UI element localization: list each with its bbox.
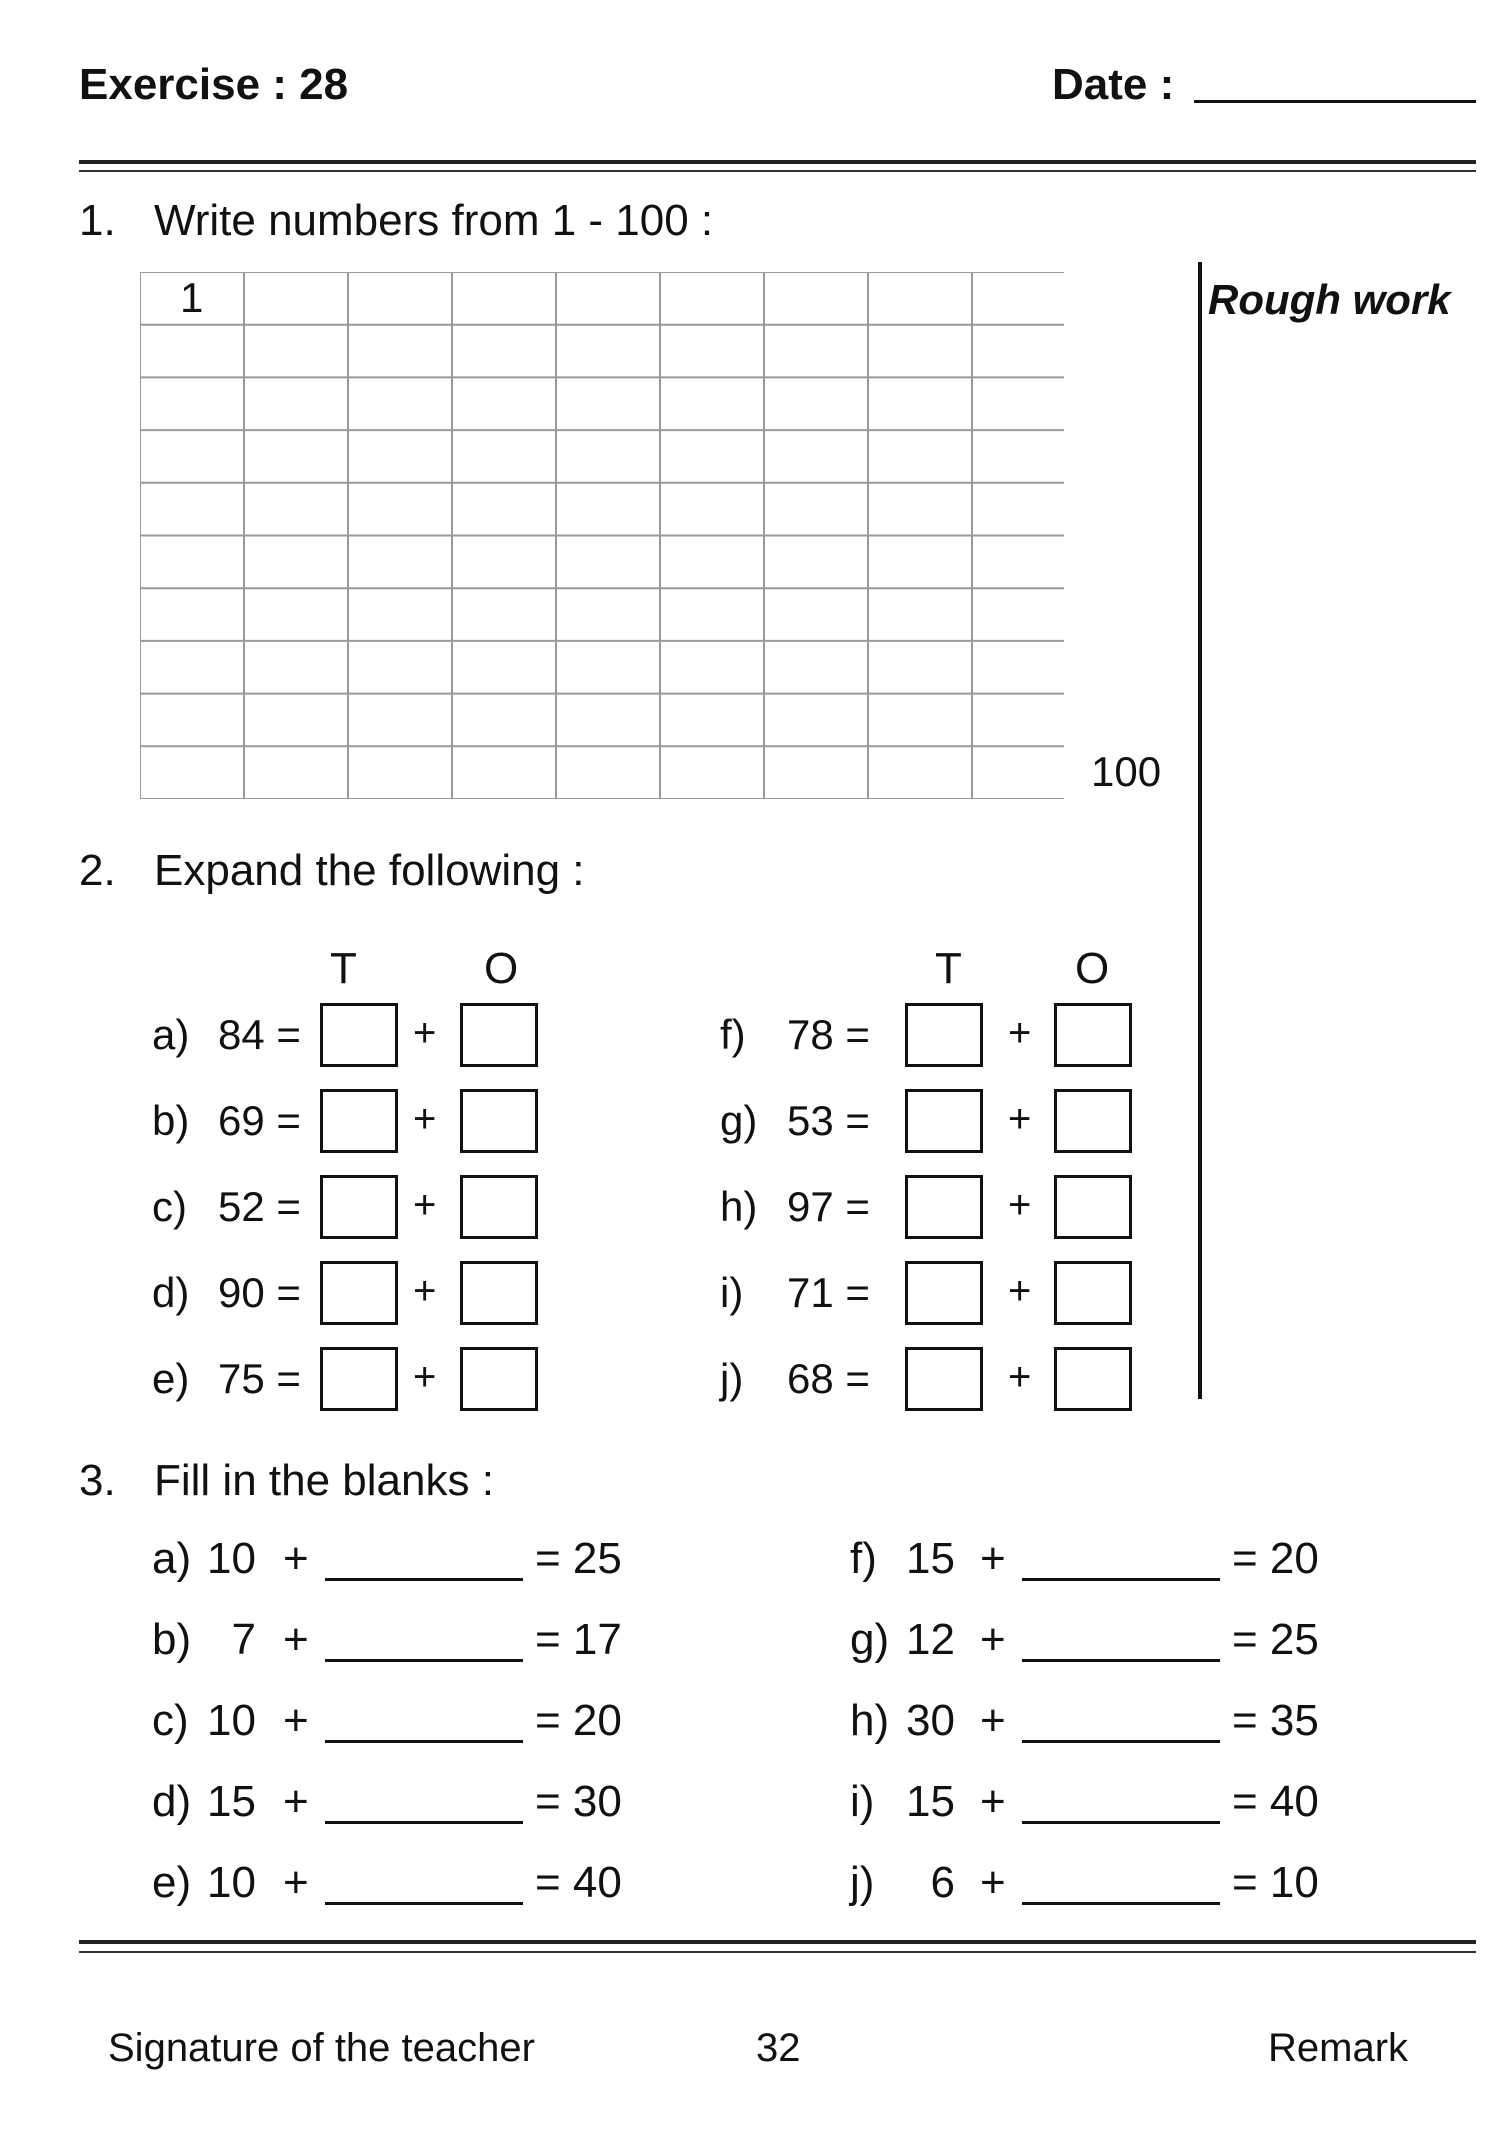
tens-answer-box[interactable] <box>905 1261 983 1325</box>
item-label: d) <box>152 1269 190 1316</box>
ones-header-left: O <box>484 944 519 993</box>
plus-sign: + <box>413 1097 437 1141</box>
item-label: c) <box>152 1183 187 1230</box>
expand-item <box>0 1003 1500 1073</box>
tens-answer-box[interactable] <box>905 1089 983 1153</box>
footer-divider <box>79 1940 1476 1948</box>
item-addend: 30 <box>906 1696 955 1745</box>
item-addend: 10 <box>207 1858 256 1907</box>
item-result: = 40 <box>1232 1777 1319 1826</box>
plus-sign: + <box>283 1534 309 1583</box>
item-result: = 20 <box>535 1696 622 1745</box>
header-divider-thin <box>79 170 1476 172</box>
plus-sign: + <box>1008 1269 1032 1313</box>
header-divider <box>79 160 1476 168</box>
expand-item <box>0 1347 1500 1417</box>
question-number: 3. <box>79 1456 116 1505</box>
plus-sign: + <box>980 1615 1006 1664</box>
item-label: j) <box>850 1858 875 1907</box>
fill-item <box>0 1534 1500 1598</box>
expand-item <box>0 1175 1500 1245</box>
item-value: 90 = <box>218 1269 301 1316</box>
fill-item <box>0 1696 1500 1760</box>
item-value: 71 = <box>787 1269 870 1316</box>
tens-answer-box[interactable] <box>905 1175 983 1239</box>
question-number: 2. <box>79 846 116 895</box>
item-result: = 10 <box>1232 1858 1319 1907</box>
ones-answer-box[interactable] <box>1054 1175 1132 1239</box>
item-addend: 10 <box>207 1696 256 1745</box>
item-label: j) <box>720 1355 744 1402</box>
item-result: = 30 <box>535 1777 622 1826</box>
plus-sign: + <box>1008 1011 1032 1055</box>
plus-sign: + <box>980 1858 1006 1907</box>
tens-answer-box[interactable] <box>905 1347 983 1411</box>
grid-first-number: 1 <box>180 274 204 321</box>
item-label: a) <box>152 1534 192 1583</box>
answer-blank[interactable] <box>1022 1740 1220 1743</box>
answer-blank[interactable] <box>1022 1902 1220 1905</box>
item-value: 75 = <box>218 1355 301 1402</box>
item-addend: 15 <box>906 1534 955 1583</box>
question-3-title <box>79 1456 494 1506</box>
item-addend: 6 <box>930 1858 955 1907</box>
tens-header-right: T <box>935 944 962 993</box>
remark-label: Remark <box>1268 2026 1409 2070</box>
plus-sign: + <box>1008 1097 1032 1141</box>
question-number: 1. <box>79 196 116 245</box>
item-label: e) <box>152 1858 192 1907</box>
plus-sign: + <box>413 1269 437 1313</box>
item-label: h) <box>850 1696 890 1745</box>
ones-answer-box[interactable] <box>1054 1347 1132 1411</box>
footer-divider-thin <box>79 1951 1476 1953</box>
item-label: b) <box>152 1097 190 1144</box>
item-result: = 17 <box>535 1615 622 1664</box>
number-grid[interactable] <box>140 272 1064 799</box>
expand-item <box>0 1261 1500 1331</box>
item-addend: 15 <box>207 1777 256 1826</box>
item-value: 69 = <box>218 1097 301 1144</box>
date-label: Date : <box>1052 60 1175 109</box>
question-text: Expand the following : <box>154 846 585 895</box>
plus-sign: + <box>283 1696 309 1745</box>
plus-sign: + <box>413 1011 437 1055</box>
item-label: b) <box>152 1615 192 1664</box>
item-result: = 25 <box>535 1534 622 1583</box>
item-label: a) <box>152 1011 190 1058</box>
plus-sign: + <box>1008 1183 1032 1227</box>
date-field[interactable] <box>1194 100 1476 103</box>
item-label: i) <box>720 1269 744 1316</box>
item-value: 52 = <box>218 1183 301 1230</box>
item-label: i) <box>850 1777 875 1826</box>
plus-sign: + <box>980 1696 1006 1745</box>
item-label: c) <box>152 1696 189 1745</box>
ones-answer-box[interactable] <box>1054 1003 1132 1067</box>
plus-sign: + <box>283 1777 309 1826</box>
rough-work-label: Rough work <box>1208 276 1451 323</box>
item-value: 53 = <box>787 1097 870 1144</box>
question-1-title <box>79 196 713 246</box>
item-result: = 20 <box>1232 1534 1319 1583</box>
question-2-title <box>79 846 585 896</box>
item-value: 84 = <box>218 1011 301 1058</box>
item-addend: 10 <box>207 1534 256 1583</box>
plus-sign: + <box>283 1615 309 1664</box>
plus-sign: + <box>980 1534 1006 1583</box>
item-label: e) <box>152 1355 190 1402</box>
item-addend: 7 <box>231 1615 256 1664</box>
item-label: d) <box>152 1777 192 1826</box>
fill-item <box>0 1615 1500 1679</box>
ones-header-right: O <box>1075 944 1110 993</box>
expand-item <box>0 1089 1500 1159</box>
item-result: = 40 <box>535 1858 622 1907</box>
plus-sign: + <box>1008 1355 1032 1399</box>
ones-answer-box[interactable] <box>1054 1089 1132 1153</box>
question-text: Write numbers from 1 - 100 : <box>154 196 714 245</box>
item-result: = 25 <box>1232 1615 1319 1664</box>
teacher-signature-label: Signature of the teacher <box>108 2026 535 2070</box>
item-result: = 35 <box>1232 1696 1319 1745</box>
item-value: 78 = <box>787 1011 870 1058</box>
item-value: 68 = <box>787 1355 870 1402</box>
grid-last-number: 100 <box>1091 748 1162 795</box>
tens-header-left: T <box>330 944 357 993</box>
plus-sign: + <box>413 1355 437 1399</box>
page-number: 32 <box>756 2026 801 2070</box>
exercise-title: Exercise : 28 <box>79 60 349 109</box>
fill-item <box>0 1858 1500 1922</box>
item-label: g) <box>720 1097 758 1144</box>
item-label: h) <box>720 1183 758 1230</box>
item-addend: 15 <box>906 1777 955 1826</box>
plus-sign: + <box>980 1777 1006 1826</box>
item-label: g) <box>850 1615 890 1664</box>
answer-blank[interactable] <box>1022 1578 1220 1581</box>
ones-answer-box[interactable] <box>1054 1261 1132 1325</box>
item-label: f) <box>720 1011 746 1058</box>
item-value: 97 = <box>787 1183 870 1230</box>
item-addend: 12 <box>906 1615 955 1664</box>
answer-blank[interactable] <box>1022 1659 1220 1662</box>
answer-blank[interactable] <box>1022 1821 1220 1824</box>
fill-item <box>0 1777 1500 1841</box>
item-label: f) <box>850 1534 877 1583</box>
tens-answer-box[interactable] <box>905 1003 983 1067</box>
plus-sign: + <box>283 1858 309 1907</box>
plus-sign: + <box>413 1183 437 1227</box>
question-text: Fill in the blanks : <box>154 1456 494 1505</box>
